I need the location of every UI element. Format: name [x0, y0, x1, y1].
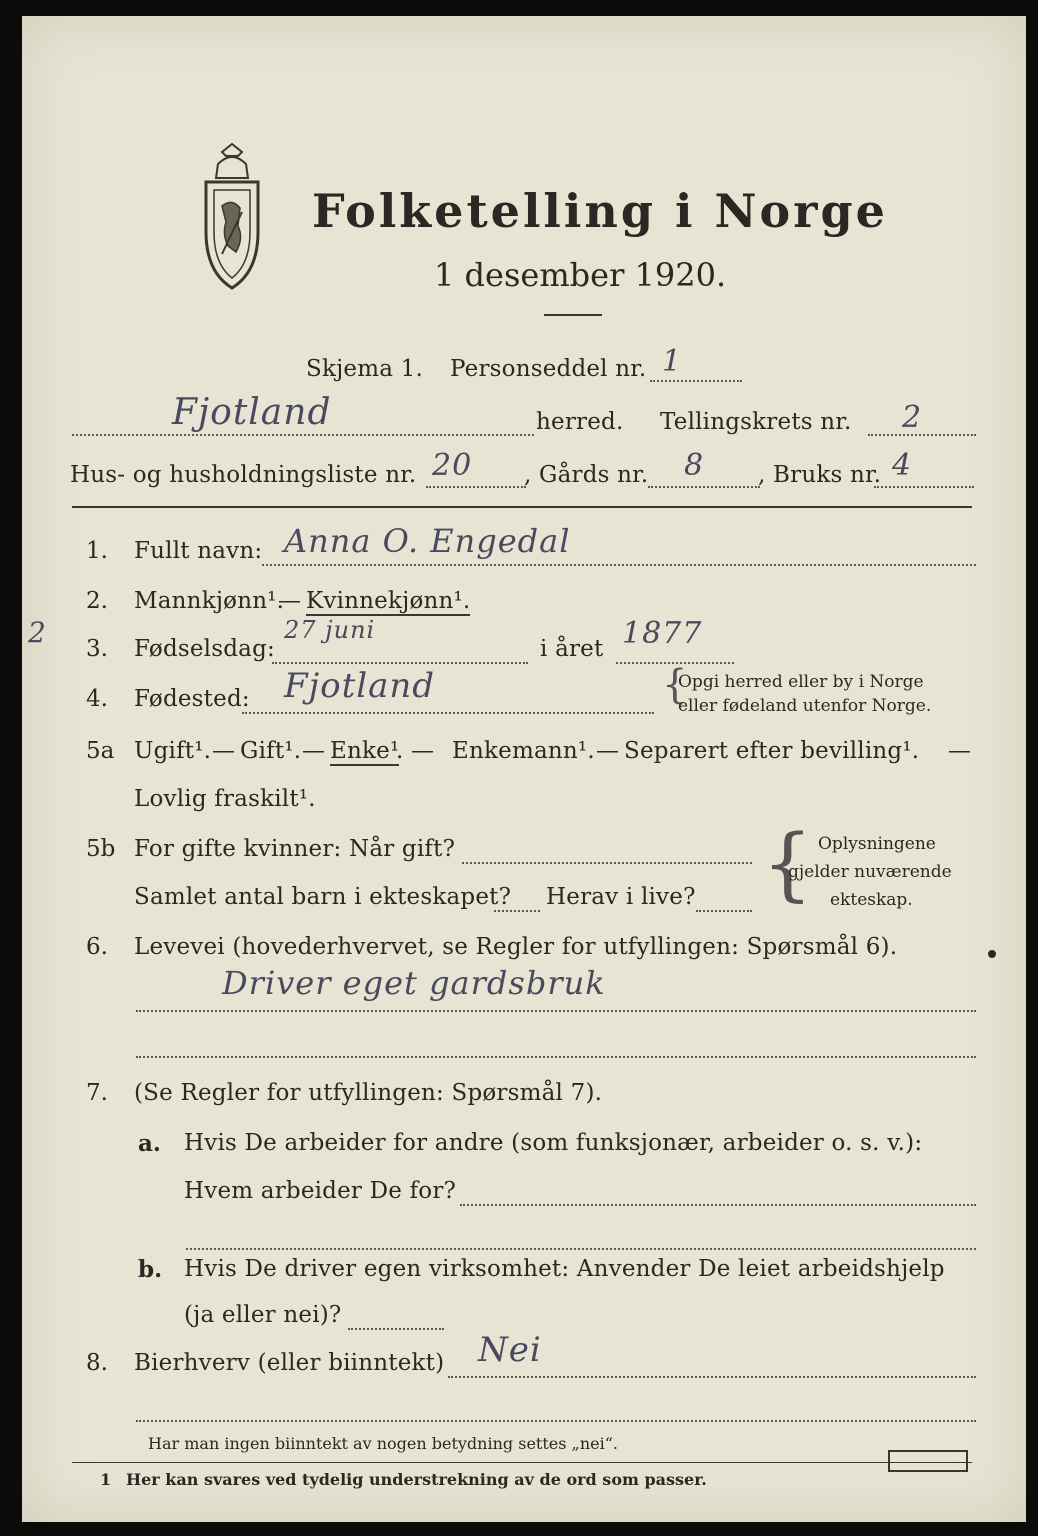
personseddel-line	[650, 380, 742, 382]
bruks-line	[874, 486, 974, 488]
personseddel-label: Personseddel nr.	[450, 356, 647, 382]
birthday-value: 27 juni	[284, 616, 376, 644]
birthday-line	[272, 662, 528, 664]
q4-note-2: eller fødeland utenfor Norge.	[678, 696, 932, 716]
q7a-employer-label: Hvem arbeider De for?	[184, 1178, 457, 1204]
footnote-divider	[72, 1462, 972, 1463]
divorced-option: Lovlig fraskilt¹.	[134, 786, 316, 812]
side-income-value: Nei	[478, 1330, 542, 1370]
occupation-value: Driver eget gardsbruk	[222, 964, 606, 1002]
tellingskrets-label: Tellingskrets nr.	[660, 409, 852, 435]
year-label: i året	[540, 636, 604, 662]
married-when-line	[462, 862, 752, 864]
gards-label: , Gårds nr.	[524, 462, 649, 488]
printer-stamp	[888, 1450, 968, 1472]
q2-number: 2.	[86, 588, 108, 614]
alive-line	[696, 910, 752, 912]
q7b-number: b.	[138, 1256, 163, 1283]
unmarried-option: Ugift¹.	[134, 738, 212, 764]
married-option: Gift¹.	[240, 738, 302, 764]
hired-help-line	[348, 1328, 444, 1330]
q4-label: Fødested:	[134, 686, 250, 712]
gards-value: 8	[684, 448, 705, 483]
q5a-sep-5: —	[948, 738, 972, 764]
q5b-children-label: Samlet antal barn i ekteskapet?	[134, 884, 512, 910]
margin-mark: 2	[28, 616, 47, 649]
q7b-hired-help-label: (ja eller nei)?	[184, 1302, 342, 1328]
herred-value: Fjotland	[172, 392, 332, 433]
q1-line	[262, 564, 976, 566]
occupation-line	[136, 1010, 976, 1012]
employer-line	[460, 1204, 976, 1206]
birthplace-line	[242, 712, 654, 714]
footnote-text: Her kan svares ved tydelig understrekning av de ord som passer.	[126, 1470, 707, 1489]
husliste-line	[426, 486, 526, 488]
q5b-brace: {	[762, 817, 813, 910]
q5b-note-1: Oplysningene	[818, 834, 936, 854]
q3-number: 3.	[86, 636, 108, 662]
q6-label: Levevei (hovederhvervet, se Regler for utfyllingen: Spørsmål 6).	[134, 934, 898, 960]
husliste-label: Hus- og husholdningsliste nr.	[70, 462, 417, 488]
tellingskrets-value: 2	[902, 400, 923, 435]
q7-label: (Se Regler for utfyllingen: Spørsmål 7).	[134, 1080, 603, 1106]
census-date: 1 desember 1920.	[434, 256, 727, 294]
q5b-note-3: ekteskap.	[830, 890, 913, 910]
herred-line	[72, 434, 534, 436]
q2-separator: —	[278, 588, 302, 614]
q5a-sep-2: —	[302, 738, 326, 764]
employer-line-2	[186, 1248, 976, 1250]
q5a-number: 5a	[86, 738, 115, 764]
personseddel-value: 1	[662, 344, 683, 379]
bruks-value: 4	[892, 448, 913, 483]
form-title: Folketelling i Norge	[312, 184, 888, 238]
female-option-underlined: Kvinnekjønn¹.	[306, 588, 471, 614]
header-divider	[72, 506, 972, 508]
herred-label: herred.	[536, 409, 624, 435]
ink-dot	[988, 950, 996, 958]
husliste-value: 20	[432, 448, 473, 483]
q7-number: 7.	[86, 1080, 108, 1106]
q6-number: 6.	[86, 934, 108, 960]
occupation-line-2	[136, 1056, 976, 1058]
coat-of-arms-icon	[192, 142, 272, 292]
q5b-alive-label: Herav i live?	[546, 884, 696, 910]
title-divider	[544, 314, 602, 316]
widower-option: Enkemann¹.	[452, 738, 595, 764]
footnote-number: 1	[100, 1470, 112, 1489]
biinntekt-note: Har man ingen biinntekt av nogen betydning settes „nei“.	[148, 1434, 618, 1453]
q1-label: Fullt navn:	[134, 538, 263, 564]
q4-number: 4.	[86, 686, 108, 712]
separated-option: Separert efter bevilling¹.	[624, 738, 920, 764]
q1-number: 1.	[86, 538, 108, 564]
schema-label: Skjema 1.	[306, 356, 424, 382]
q5b-married-when-label: For gifte kvinner: Når gift?	[134, 836, 456, 862]
q8-label: Bierhverv (eller biinntekt)	[134, 1350, 445, 1376]
widow-option-underlined: Enke¹	[330, 738, 400, 764]
q4-note-1: Opgi herred eller by i Norge	[678, 672, 924, 692]
side-income-line-2	[136, 1420, 976, 1422]
q7a-label: Hvis De arbeider for andre (som funksjonær, arbeider o. s. v.):	[184, 1130, 923, 1156]
bruks-label: , Bruks nr.	[758, 462, 882, 488]
q5a-sep-4: —	[596, 738, 620, 764]
q8-number: 8.	[86, 1350, 108, 1376]
gards-line	[648, 486, 760, 488]
birthplace-value: Fjotland	[284, 666, 436, 706]
birth-year-value: 1877	[622, 616, 703, 651]
q4-brace: {	[662, 662, 688, 708]
q5b-number: 5b	[86, 836, 116, 862]
q5b-note-2: gjelder nuværende	[788, 862, 952, 882]
q7a-number: a.	[138, 1130, 161, 1157]
children-line	[494, 910, 540, 912]
side-income-line	[448, 1376, 976, 1378]
q5a-sep-3: . —	[396, 738, 435, 764]
q3-label: Fødselsdag:	[134, 636, 275, 662]
q5a-sep-1: —	[212, 738, 236, 764]
male-option: Mannkjønn¹.	[134, 588, 285, 614]
q7b-label: Hvis De driver egen virksomhet: Anvender De leiet arbeidshjelp	[184, 1256, 945, 1282]
full-name-value: Anna O. Engedal	[284, 522, 571, 560]
census-form	[22, 16, 1026, 1522]
